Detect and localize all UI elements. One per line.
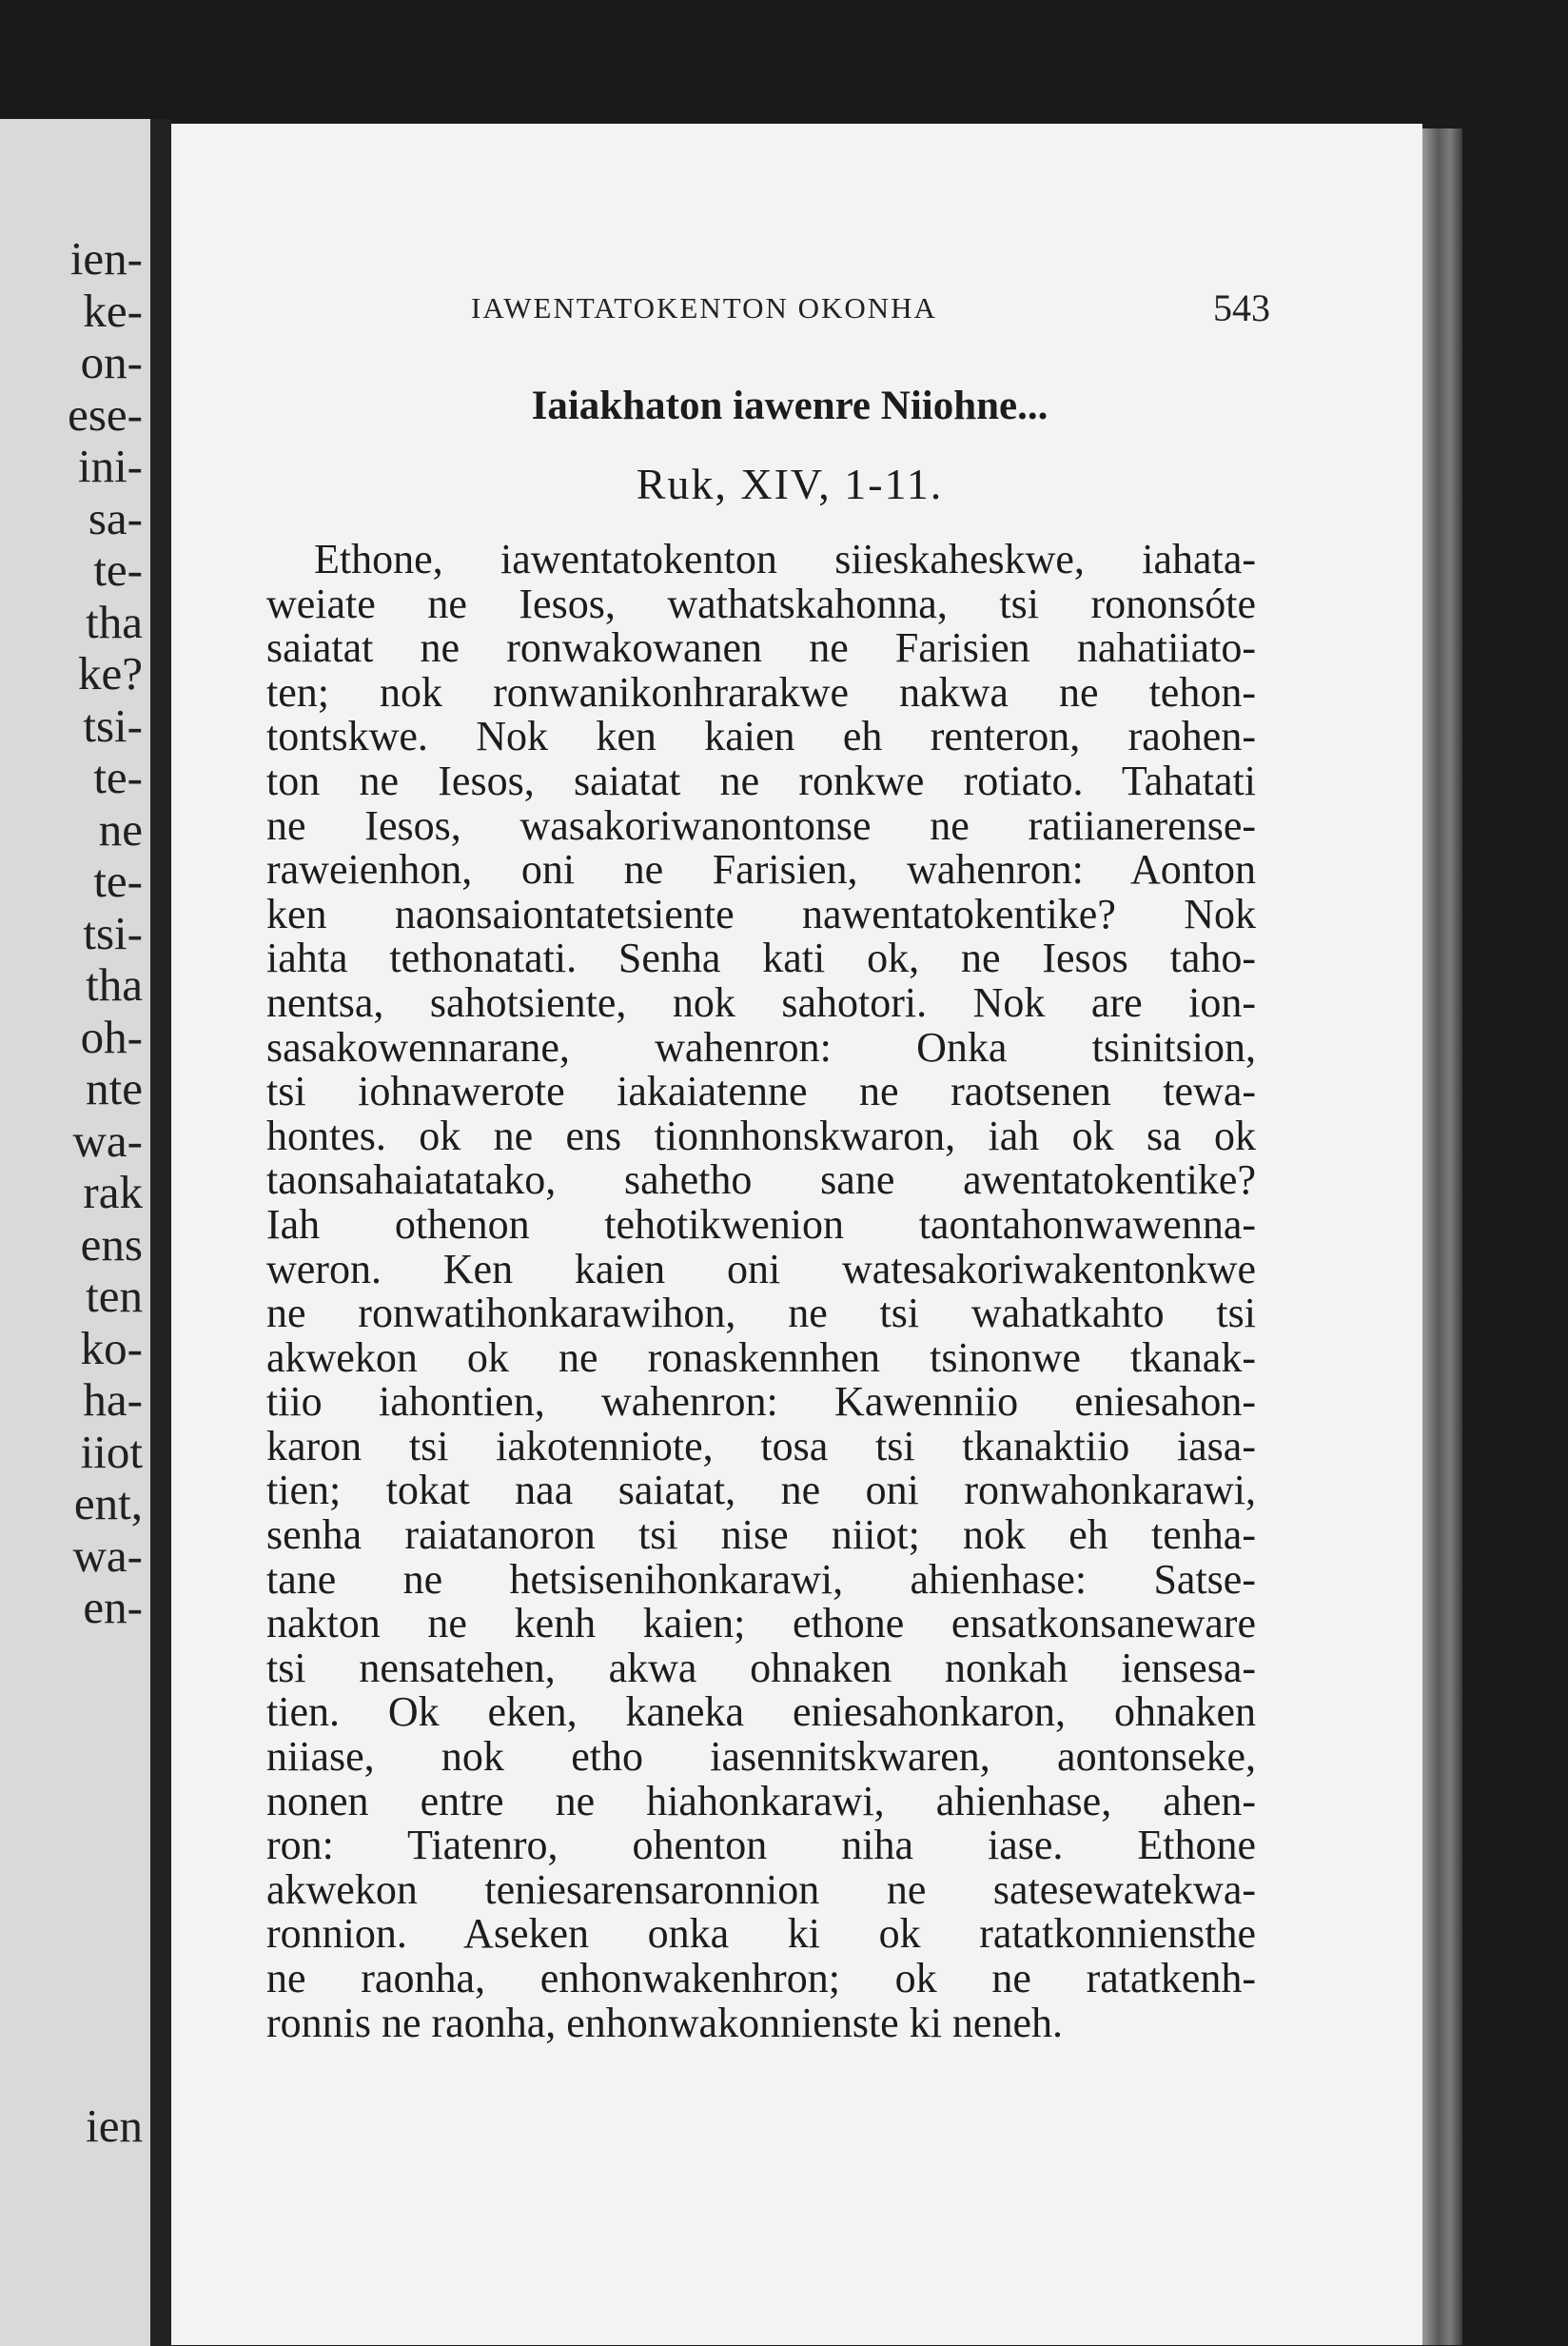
left-page-line [0, 1945, 143, 1998]
body-line: ne raonha, enhonwakenhron; ok ne ratatkenh- [266, 1955, 1256, 2001]
left-page-line [0, 1789, 143, 1842]
body-line: nentsa, sahotsiente, nok sahotori. Nok are ion- [266, 978, 1256, 1026]
left-page-line [0, 1686, 143, 1738]
body-line: nakton ne kenh kaien; ethone ensatkonsaneware [266, 1600, 1256, 1647]
body-line: raweienhon, oni ne Farisien, wahenron: Aonton [266, 846, 1256, 894]
section-title: Iaiakhaton iawenre Niiohne... [531, 384, 1049, 428]
body-line: Ethone, iawentatokenton siieskaheskwe, iahata- [314, 536, 1256, 582]
body-line: saiatat ne ronwakowanen ne Farisien nahatiiato- [266, 624, 1256, 672]
body-line: senha raiatanoron tsi nise niiot; nok eh tenha- [266, 1511, 1256, 1559]
left-page-line: te- [93, 855, 143, 907]
left-page-line: ne [98, 802, 143, 856]
body-line: hontes. ok ne ens tionnhonskwaron, iah ok sa ok [266, 1112, 1256, 1159]
left-page-line: ese- [68, 387, 143, 441]
left-page-text [0, 233, 143, 2153]
left-page-line: ien- [69, 232, 143, 285]
left-page-line: tha [86, 958, 143, 1011]
body-line: weiate ne Iesos, wathatskahonna, tsi rononsóte [266, 580, 1256, 627]
left-page-line: ens [80, 1217, 143, 1271]
body-line: tiio iahontien, wahenron: Kawenniio eniesahon- [266, 1378, 1256, 1426]
body-line: ronnion. Aseken onka ki ok ratatkonniensthe [266, 1910, 1256, 1958]
body-line: ken naonsaiontatetsiente nawentatokentike? Nok [266, 890, 1256, 937]
left-page-line: ha- [83, 1373, 143, 1426]
body-line: ne Iesos, wasakoriwanontonse ne ratiianerense- [266, 801, 1256, 849]
left-page-line: ien [86, 2100, 143, 2152]
body-line: tsi nensatehen, akwa ohnaken nonkah iensesa- [266, 1644, 1256, 1691]
body-line: nonen entre ne hiahonkarawi, ahienhase, ahen- [266, 1777, 1256, 1824]
left-page-line [0, 1634, 143, 1686]
body-line: weron. Ken kaien oni watesakoriwakentonkwe [266, 1245, 1256, 1292]
body-line: taonsahaiatatako, sahetho sane awentatokentike? [266, 1156, 1256, 1204]
left-page-line: rak [83, 1166, 143, 1218]
left-page-line: te- [93, 751, 143, 803]
body-line: ten; nok ronwanikonhrarakwe nakwa ne tehon- [266, 668, 1256, 716]
body-line: ton ne Iesos, saiatat ne ronkwe rotiato. Tahatati [266, 757, 1256, 804]
left-page-line: ke? [78, 647, 143, 700]
left-page-line: sa- [88, 491, 143, 544]
body-line: sasakowennarane, wahenron: Onka tsinitsion, [266, 1023, 1256, 1071]
left-page-line [0, 1893, 143, 1945]
left-page-line [0, 1842, 143, 1894]
body-line: akwekon ok ne ronaskennhen tsinonwe tkanak- [266, 1333, 1256, 1381]
body-line: akwekon teniesarensaronnion ne satesewatekwa- [266, 1865, 1256, 1913]
left-page-line: ini- [77, 440, 143, 492]
body-line: tontskwe. Nok ken kaien eh renteron, raohen- [266, 713, 1256, 760]
left-page-line: iiot [80, 1425, 143, 1478]
page-number: 543 [1213, 286, 1270, 329]
body-line: niiase, nok etho iasennitskwaren, aontonseke, [266, 1733, 1256, 1781]
left-page-line: ke- [83, 284, 143, 337]
scripture-reference: Ruk, XIV, 1-11. [636, 460, 944, 508]
left-page-line: tsi- [83, 906, 143, 959]
left-page-line: en- [83, 1581, 143, 1633]
page-edge [1422, 128, 1462, 2345]
running-head: IAWENTATOKENTON OKONHA [471, 291, 937, 325]
left-page-line: on- [80, 336, 143, 388]
book-gutter [150, 119, 171, 2346]
left-page-line: nte [86, 1062, 143, 1114]
body-line: karon tsi iakotenniote, tosa tsi tkanaktiio iasa- [266, 1422, 1256, 1469]
body-line: ron: Tiatenro, ohenton niha iase. Ethone [266, 1822, 1256, 1869]
body-line: ronnis ne raonha, enhonwakonnienste ki neneh. [266, 1999, 1063, 2046]
left-page-line: tsi- [83, 699, 143, 752]
left-page-line [0, 2049, 143, 2101]
body-line: tien. Ok eken, kaneka eniesahonkaron, ohnaken [266, 1688, 1256, 1736]
body-line: tsi iohnawerote iakaiatenne ne raotsenen tewa- [266, 1068, 1256, 1115]
body-text [266, 538, 1256, 2045]
left-page-line: wa- [72, 1528, 143, 1582]
left-page-line: ko- [80, 1321, 143, 1374]
left-page-line: te- [93, 543, 143, 596]
left-page-line: ent, [73, 1477, 143, 1529]
left-page-line: ten [86, 1270, 143, 1322]
body-line: tien; tokat naa saiatat, ne oni ronwahonkarawi, [266, 1467, 1256, 1514]
body-line: Iah othenon tehotikwenion taontahonwawenna- [266, 1200, 1256, 1248]
left-page-line [0, 1738, 143, 1790]
body-line: iahta tethonatati. Senha kati ok, ne Iesos taho- [266, 935, 1256, 982]
left-page-line: oh- [80, 1010, 143, 1063]
body-line: ne ronwatihonkarawihon, ne tsi wahatkahto tsi [266, 1290, 1256, 1337]
left-page-line: wa- [72, 1114, 143, 1167]
left-page-line: tha [86, 595, 143, 648]
body-line: tane ne hetsisenihonkarawi, ahienhase: Satse- [266, 1555, 1256, 1603]
left-page-line [0, 1997, 143, 2049]
